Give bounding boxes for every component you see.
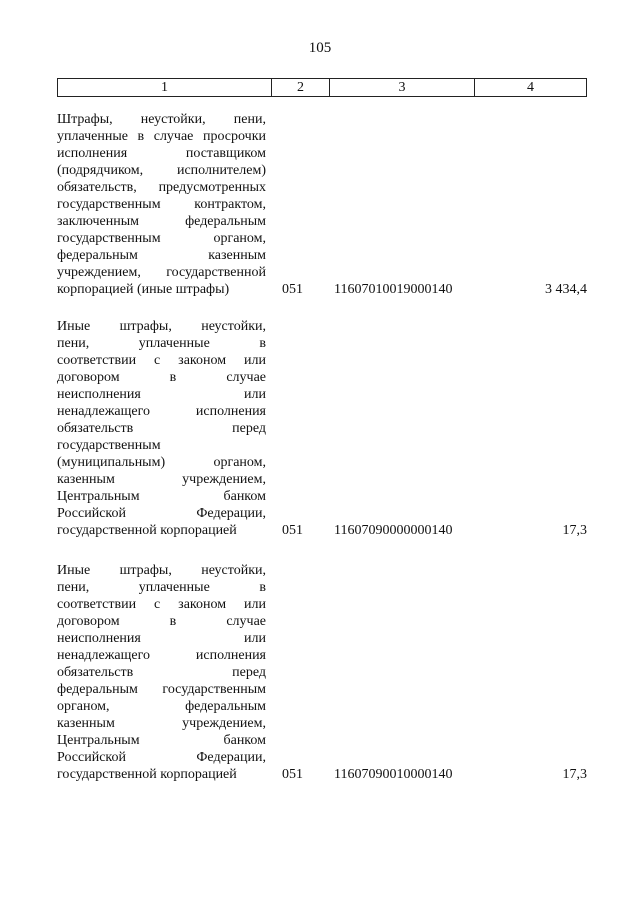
- description-line: федеральным государственным: [57, 682, 266, 697]
- admin-code: 051: [282, 523, 303, 538]
- description-line: государственным: [57, 438, 161, 453]
- description-line: соответствии с законом или: [57, 353, 266, 368]
- description-line: договором в случае: [57, 370, 266, 385]
- column-header-4: 4: [475, 79, 587, 97]
- description-line: Российской Федерации,: [57, 750, 266, 765]
- description-line: корпорацией (иные штрафы): [57, 282, 230, 297]
- description-line: государственной корпорацией: [57, 523, 237, 538]
- description-line: пени, уплаченные в: [57, 336, 266, 351]
- description-line: государственным контрактом,: [57, 197, 266, 212]
- column-header-table: [57, 78, 587, 97]
- description-line: Центральным банком: [57, 733, 266, 748]
- kbk-code: 11607090000000140: [334, 523, 453, 538]
- description-line: неисполнения или: [57, 387, 266, 402]
- description-line: договором в случае: [57, 614, 266, 629]
- description-line: соответствии с законом или: [57, 597, 266, 612]
- description-line: ненадлежащего исполнения: [57, 648, 266, 663]
- amount-value: 17,3: [562, 523, 587, 538]
- column-header-1: 1: [58, 79, 272, 97]
- row-description: [57, 318, 266, 539]
- description-line: заключенным федеральным: [57, 214, 266, 229]
- amount-value: 17,3: [562, 767, 587, 782]
- description-line: обязательств перед: [57, 421, 266, 436]
- column-header-2: 2: [272, 79, 330, 97]
- description-line: пени, уплаченные в: [57, 580, 266, 595]
- admin-code: 051: [282, 282, 303, 297]
- description-line: исполнения поставщиком: [57, 146, 266, 161]
- column-header-row: [58, 79, 587, 97]
- description-line: казенным учреждением,: [57, 472, 266, 487]
- description-line: учреждением, государственной: [57, 265, 266, 280]
- description-line: Иные штрафы, неустойки,: [57, 563, 266, 578]
- description-line: (муниципальным) органом,: [57, 455, 266, 470]
- description-line: уплаченные в случае просрочки: [57, 129, 266, 144]
- description-line: органом, федеральным: [57, 699, 266, 714]
- table-row: [57, 562, 587, 786]
- kbk-code: 11607010019000140: [334, 282, 453, 297]
- description-line: неисполнения или: [57, 631, 266, 646]
- column-header-3: 3: [330, 79, 475, 97]
- kbk-code: 11607090010000140: [334, 767, 453, 782]
- page-number: 105: [308, 40, 332, 56]
- description-line: государственной корпорацией: [57, 767, 237, 782]
- table-row: [57, 318, 587, 542]
- description-line: Иные штрафы, неустойки,: [57, 319, 266, 334]
- description-line: обязательств перед: [57, 665, 266, 680]
- description-line: государственным органом,: [57, 231, 266, 246]
- description-line: Центральным банком: [57, 489, 266, 504]
- table-row: [57, 111, 587, 301]
- description-line: Штрафы, неустойки, пени,: [57, 112, 266, 127]
- amount-value: 3 434,4: [545, 282, 587, 297]
- description-line: (подрядчиком, исполнителем): [57, 163, 266, 178]
- description-line: ненадлежащего исполнения: [57, 404, 266, 419]
- admin-code: 051: [282, 767, 303, 782]
- description-line: обязательств, предусмотренных: [57, 180, 266, 195]
- description-line: федеральным казенным: [57, 248, 266, 263]
- description-line: казенным учреждением,: [57, 716, 266, 731]
- row-description: [57, 562, 266, 783]
- description-line: Российской Федерации,: [57, 506, 266, 521]
- row-description: [57, 111, 266, 298]
